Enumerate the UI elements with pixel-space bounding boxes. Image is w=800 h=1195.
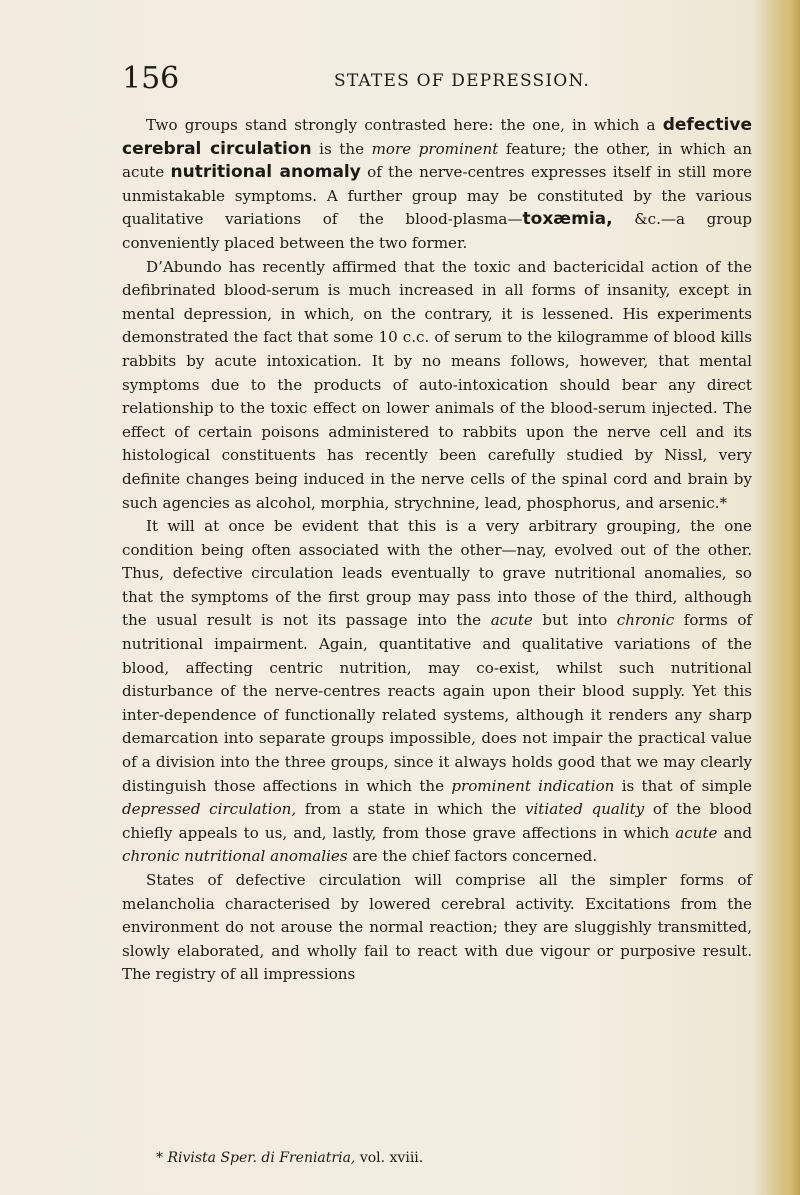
page-number: 156 [122, 61, 180, 96]
italic-term: acute [490, 611, 533, 630]
italic-term: chronic nutritional anomalies [122, 847, 348, 866]
italic-term: vitiated quality [524, 800, 645, 819]
bold-term: defective cerebral circulation [122, 115, 752, 159]
footnote [122, 1150, 752, 1166]
paragraph-4: States of defective circulation will comprise all the simpler forms of melancholia characterised by lowered cerebral activity. Excitations from the environment do not arouse the normal reaction; they are sluggishly transmitted, slowly elaborated, and wholly fail to react with due vigour or purposive result. The registry of all impressions [122, 871, 752, 984]
paragraph-3 [122, 515, 752, 869]
italic-term: prominent indication [451, 776, 615, 795]
bold-term: toxæmia, [522, 209, 613, 230]
text-run: but into [532, 611, 617, 630]
text-run: It will at once be evident that this is a very arbitrary grouping, the one condition being often associated with the other—nay, evolved out of the other. Thus, defective circulation leads eventually to grave nutritional anomalies, so that the symptoms of the first group may pass into those of the third, although the usual result is not its passage into the [122, 517, 752, 630]
text-run: feature; the other, in which an acute [122, 139, 753, 182]
text-run: from a state in which the [296, 800, 525, 819]
text-run: is the [311, 139, 372, 158]
running-head: STATES OF DEPRESSION. [333, 71, 591, 91]
italic-term: more prominent [371, 139, 499, 158]
italic-term: chronic [616, 611, 675, 630]
paragraph-1 [122, 114, 752, 256]
text-run: forms of nutritional impairment. Again, quantitative and qualitative variations of the blood, affecting centric nutrition, may co-exist, whilst such nutritional disturbance of the nerve-centres reacts again upon their blood supply. Yet this inter-dependence of functionally related systems, although it renders any sharp demarcation into separate groups impossible, does not impair the practical value of a division into the three groups, since it always holds good that we may clearly distinguish those affections in which the [122, 611, 753, 795]
footnote-mark: * [156, 1150, 168, 1166]
text-run: is that of simple [614, 776, 752, 795]
page-header [122, 62, 722, 102]
body-text [122, 114, 752, 987]
text-run: and [717, 823, 752, 842]
footnote-source: Rivista Sper. di Freniatria, [167, 1150, 356, 1166]
text-run: &c.—a group conveniently placed between the two former. [122, 210, 752, 252]
italic-term: acute [675, 823, 718, 842]
text-run: Two groups stand strongly contrasted here: the one, in which a [146, 116, 663, 134]
bold-term: nutritional anomaly [170, 162, 361, 183]
page-edge [778, 0, 800, 1195]
italic-term: depressed circulation, [122, 800, 297, 819]
footnote-volume: vol. xviii. [355, 1150, 424, 1166]
text-run: of the nerve-centres expresses itself in still more unmistakable symptoms. A further group may be constituted by the various qualitative variations of the blood-plasma— [122, 163, 752, 229]
text-run: are the chief factors concerned. [347, 847, 598, 866]
text-run: of the blood chiefly appeals to us, and, lastly, from those grave affections in which [122, 800, 752, 842]
paragraph-2: D’Abundo has recently affirmed that the toxic and bactericidal action of the defibrinated blood-serum is much increased in all forms of insanity, except in mental depression, in which, on the contrary, it is lessened. His experiments demonstrated the fact that some 10 c.c. of serum to the kilogramme of blood kills rabbits by acute intoxication. It by no means follows, however, that mental symptoms due to the products of auto-intoxication should bear any direct relationship to the toxic effect on lower animals of the blood-serum injected. The effect of certain poisons administered to rabbits upon the nerve cell and its histological constituents has recently been carefully studied by Nissl, very definite changes being induced in the nerve cells of the spinal cord and brain by such agencies as alcohol, morphia, strychnine, lead, phosphorus, and arsenic.* [122, 257, 752, 512]
